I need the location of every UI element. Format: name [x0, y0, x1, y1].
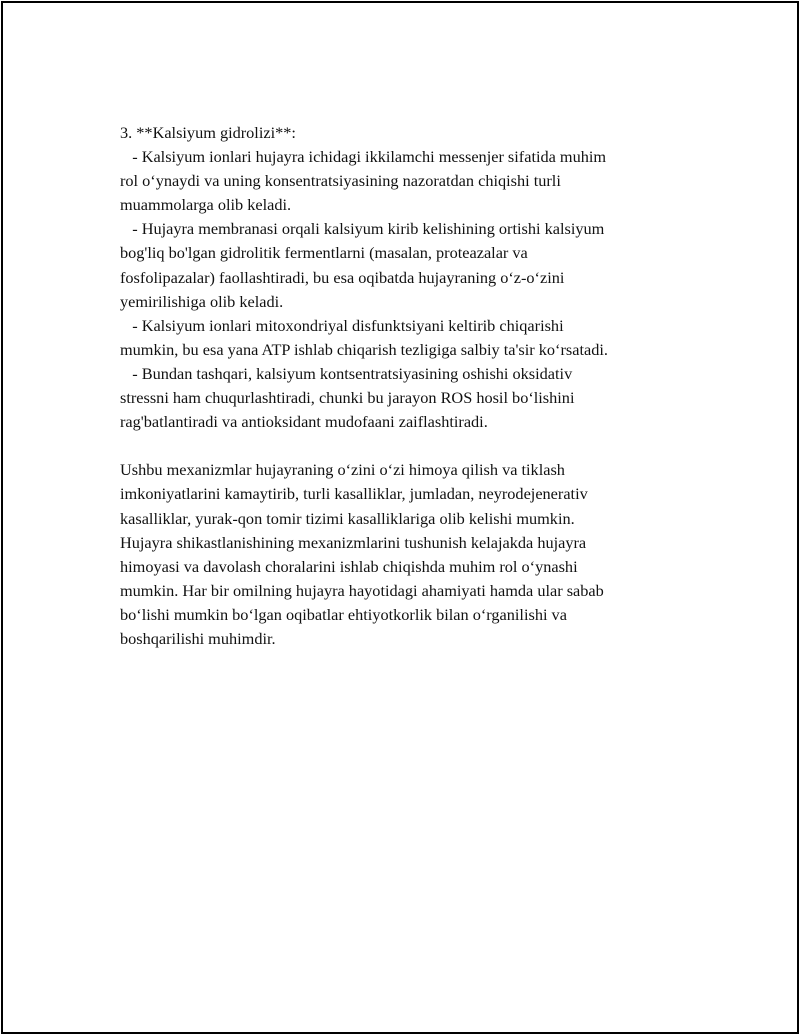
bullet-oxidative-stress — [120, 362, 700, 434]
text-line: yemirilishiga olib keladi. — [120, 291, 284, 311]
text-line: bo‘lishi mumkin bo‘lgan oqibatlar ehtiyotkorlik bilan o‘rganilishi va — [120, 604, 567, 624]
text-line: boshqarilishi muhimdir. — [120, 628, 276, 648]
text-line: stressni ham chuqurlashtiradi, chunki bu jarayon ROS hosil bo‘lishini — [120, 388, 575, 408]
bullet-calcium-messenger — [120, 145, 700, 217]
text-line: Hujayra shikastlanishining mexanizmlarini tushunish kelajakda hujayra — [120, 532, 587, 552]
bullet-hydrolytic-enzymes — [120, 217, 700, 313]
paragraph-spacer — [120, 434, 700, 458]
text-line: rag'batlantiradi va antioksidant mudofaani zaiflashtiradi. — [120, 412, 488, 432]
conclusion-paragraph — [120, 458, 700, 651]
text-line: - Kalsiyum ionlari mitoxondriyal disfunktsiyani keltirib chiqarishi — [120, 315, 564, 335]
section-heading: 3. **Kalsiyum gidrolizi**: — [120, 123, 296, 142]
text-line: bog'liq bo'lgan gidrolitik fermentlarni (masalan, proteazalar va — [120, 243, 528, 263]
text-line: himoyasi va davolash choralarini ishlab chiqishda muhim rol o‘ynashi — [120, 556, 578, 576]
text-line: - Hujayra membranasi orqali kalsiyum kirib kelishining ortishi kalsiyum — [120, 219, 605, 239]
page-frame — [1, 1, 799, 1034]
text-line: imkoniyatlarini kamaytirib, turli kasalliklar, jumladan, neyrodejenerativ — [120, 484, 588, 504]
text-line: Ushbu mexanizmlar hujayraning o‘zini o‘zi himoya qilish va tiklash — [120, 460, 565, 480]
text-line: kasalliklar, yurak-qon tomir tizimi kasalliklariga olib kelishi mumkin. — [120, 508, 575, 528]
text-line: - Kalsiyum ionlari hujayra ichidagi ikkilamchi messenjer sifatida muhim — [120, 147, 607, 167]
text-line: muammolarga olib keladi. — [120, 195, 292, 215]
text-line: mumkin. Har bir omilning hujayra hayotidagi ahamiyati hamda ular sabab — [120, 580, 604, 600]
text-line: - Bundan tashqari, kalsiyum kontsentratsiyasining oshishi oksidativ — [120, 363, 573, 383]
text-line: fosfolipazalar) faollashtiradi, bu esa oqibatda hujayraning o‘z-o‘zini — [120, 267, 565, 287]
text-line: rol o‘ynaydi va uning konsentratsiyasining nazoratdan chiqishi turli — [120, 171, 561, 191]
text-line: mumkin, bu esa yana ATP ishlab chiqarish tezligiga salbiy ta'sir ko‘rsatadi. — [120, 339, 608, 359]
document-body — [120, 121, 700, 651]
bullet-mitochondrial-dysfunction — [120, 314, 700, 362]
